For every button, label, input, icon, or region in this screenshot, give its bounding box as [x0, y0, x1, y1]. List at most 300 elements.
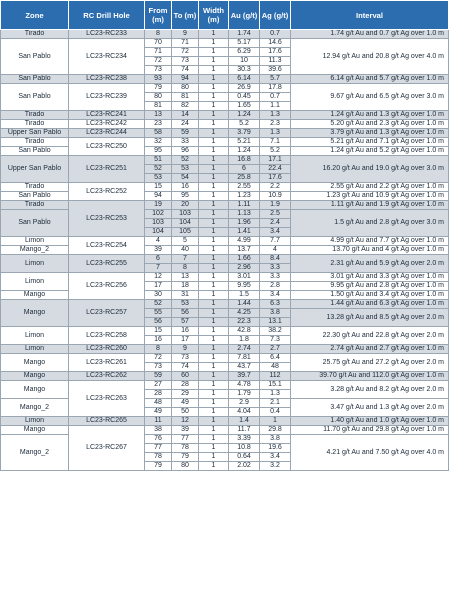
from-cell: 104	[145, 228, 172, 237]
width-cell: 1	[199, 399, 229, 408]
interval-cell: 3.47 g/t Au and 1.3 g/t Ag over 2.0 m	[291, 399, 449, 417]
table-row	[1, 129, 449, 138]
au-cell: 1.41	[229, 228, 260, 237]
from-cell: 13	[145, 111, 172, 120]
au-cell: 9.95	[229, 282, 260, 291]
to-cell: 74	[172, 363, 199, 372]
ag-cell: 2.7	[260, 345, 291, 354]
from-cell: 55	[145, 309, 172, 318]
ag-cell: 7.7	[260, 237, 291, 246]
zone-cell: Upper San Pablo	[1, 129, 69, 138]
from-cell: 23	[145, 120, 172, 129]
drill-hole-cell: LC23-RC255	[69, 255, 145, 273]
au-cell: 1.23	[229, 192, 260, 201]
zone-cell: Tirado	[1, 201, 69, 210]
interval-cell: 9.95 g/t Au and 2.8 g/t Ag over 1.0 m	[291, 282, 449, 291]
zone-cell: Limon	[1, 327, 69, 345]
au-cell: 2.9	[229, 399, 260, 408]
width-cell: 1	[199, 363, 229, 372]
au-cell: 1.4	[229, 417, 260, 426]
table-row	[1, 372, 449, 381]
au-cell: 30.3	[229, 66, 260, 75]
au-cell: 26.9	[229, 84, 260, 93]
from-cell: 16	[145, 336, 172, 345]
table-row	[1, 354, 449, 363]
ag-cell: 0.7	[260, 30, 291, 39]
zone-cell: Limon	[1, 273, 69, 291]
ag-cell: 5.7	[260, 75, 291, 84]
to-cell: 79	[172, 453, 199, 462]
col-header-from: From (m)	[145, 1, 172, 30]
ag-cell: 17.6	[260, 48, 291, 57]
width-cell: 1	[199, 237, 229, 246]
zone-cell: San Pablo	[1, 39, 69, 75]
width-cell: 1	[199, 102, 229, 111]
table-row	[1, 246, 449, 255]
zone-cell: San Pablo	[1, 147, 69, 156]
to-cell: 50	[172, 408, 199, 417]
zone-cell: Mango	[1, 372, 69, 381]
table-row	[1, 399, 449, 408]
to-cell: 12	[172, 417, 199, 426]
from-cell: 93	[145, 75, 172, 84]
to-cell: 54	[172, 174, 199, 183]
zone-cell: Upper San Pablo	[1, 156, 69, 183]
width-cell: 1	[199, 390, 229, 399]
au-cell: 0.45	[229, 93, 260, 102]
drill-hole-cell: LC23-RC241	[69, 111, 145, 120]
col-header-drill-hole: RC Drill Hole	[69, 1, 145, 30]
from-cell: 30	[145, 291, 172, 300]
from-cell: 71	[145, 48, 172, 57]
interval-cell: 1.40 g/t Au and 1.0 g/t Ag over 1.0 m	[291, 417, 449, 426]
from-cell: 6	[145, 255, 172, 264]
interval-cell: 3.01 g/t Au and 3.3 g/t Ag over 1.0 m	[291, 273, 449, 282]
from-cell: 76	[145, 435, 172, 444]
ag-cell: 7.1	[260, 138, 291, 147]
from-cell: 102	[145, 210, 172, 219]
col-header-zone: Zone	[1, 1, 69, 30]
from-cell: 70	[145, 39, 172, 48]
from-cell: 94	[145, 192, 172, 201]
to-cell: 18	[172, 282, 199, 291]
width-cell: 1	[199, 129, 229, 138]
col-header-width: Width (m)	[199, 1, 229, 30]
table-row	[1, 291, 449, 300]
to-cell: 81	[172, 93, 199, 102]
interval-cell: 5.20 g/t Au and 2.3 g/t Ag over 1.0 m	[291, 120, 449, 129]
width-cell: 1	[199, 453, 229, 462]
au-cell: 1.96	[229, 219, 260, 228]
drill-hole-cell: LC23-RC244	[69, 129, 145, 138]
interval-cell: 16.20 g/t Au and 19.0 g/t Ag over 3.0 m	[291, 156, 449, 183]
ag-cell: 2.4	[260, 219, 291, 228]
drill-hole-cell: LC23-RC263	[69, 381, 145, 417]
ag-cell: 11.3	[260, 57, 291, 66]
drill-hole-cell: LC23-RC260	[69, 345, 145, 354]
width-cell: 1	[199, 417, 229, 426]
table-row	[1, 237, 449, 246]
drill-hole-cell: LC23-RC252	[69, 183, 145, 201]
ag-cell: 3.8	[260, 435, 291, 444]
table-row	[1, 255, 449, 264]
au-cell: 43.7	[229, 363, 260, 372]
au-cell: 6.29	[229, 48, 260, 57]
width-cell: 1	[199, 192, 229, 201]
width-cell: 1	[199, 435, 229, 444]
ag-cell: 0.4	[260, 408, 291, 417]
au-cell: 39.7	[229, 372, 260, 381]
to-cell: 13	[172, 273, 199, 282]
au-cell: 6	[229, 165, 260, 174]
table-row	[1, 75, 449, 84]
interval-cell: 5.21 g/t Au and 7.1 g/t Ag over 1.0 m	[291, 138, 449, 147]
interval-cell: 3.79 g/t Au and 1.3 g/t Ag over 1.0 m	[291, 129, 449, 138]
from-cell: 78	[145, 453, 172, 462]
header-row	[1, 1, 449, 30]
ag-cell: 2.5	[260, 210, 291, 219]
au-cell: 13.7	[229, 246, 260, 255]
width-cell: 1	[199, 174, 229, 183]
interval-cell: 1.11 g/t Au and 1.9 g/t Ag over 1.0 m	[291, 201, 449, 210]
drill-hole-cell: LC23-RC250	[69, 138, 145, 156]
drill-hole-cell: LC23-RC239	[69, 84, 145, 111]
col-header-ag: Ag (g/t)	[260, 1, 291, 30]
width-cell: 1	[199, 291, 229, 300]
interval-cell: 4.99 g/t Au and 7.7 g/t Ag over 1.0 m	[291, 237, 449, 246]
from-cell: 15	[145, 327, 172, 336]
ag-cell: 38.2	[260, 327, 291, 336]
to-cell: 8	[172, 264, 199, 273]
drill-hole-cell: LC23-RC238	[69, 75, 145, 84]
zone-cell: Mango	[1, 291, 69, 300]
zone-cell: Tirado	[1, 120, 69, 129]
from-cell: 11	[145, 417, 172, 426]
to-cell: 33	[172, 138, 199, 147]
interval-cell: 39.70 g/t Au and 112.0 g/t Ag over 1.0 m	[291, 372, 449, 381]
table-row	[1, 138, 449, 147]
width-cell: 1	[199, 300, 229, 309]
to-cell: 7	[172, 255, 199, 264]
width-cell: 1	[199, 336, 229, 345]
zone-cell: Mango_2	[1, 246, 69, 255]
width-cell: 1	[199, 48, 229, 57]
au-cell: 5.2	[229, 120, 260, 129]
from-cell: 77	[145, 444, 172, 453]
ag-cell: 2.3	[260, 120, 291, 129]
to-cell: 104	[172, 219, 199, 228]
zone-cell: San Pablo	[1, 192, 69, 201]
au-cell: 1.66	[229, 255, 260, 264]
from-cell: 4	[145, 237, 172, 246]
ag-cell: 29.8	[260, 426, 291, 435]
to-cell: 53	[172, 300, 199, 309]
to-cell: 52	[172, 156, 199, 165]
au-cell: 1.65	[229, 102, 260, 111]
width-cell: 1	[199, 30, 229, 39]
au-cell: 2.02	[229, 462, 260, 471]
au-cell: 7.81	[229, 354, 260, 363]
to-cell: 94	[172, 75, 199, 84]
from-cell: 73	[145, 363, 172, 372]
zone-cell: San Pablo	[1, 84, 69, 111]
table-row	[1, 156, 449, 165]
table-row	[1, 417, 449, 426]
table-row	[1, 210, 449, 219]
to-cell: 49	[172, 399, 199, 408]
interval-cell: 12.94 g/t Au and 20.8 g/t Ag over 4.0 m	[291, 39, 449, 75]
to-cell: 82	[172, 102, 199, 111]
to-cell: 5	[172, 237, 199, 246]
ag-cell: 19.6	[260, 444, 291, 453]
width-cell: 1	[199, 318, 229, 327]
from-cell: 51	[145, 156, 172, 165]
ag-cell: 22.4	[260, 165, 291, 174]
from-cell: 73	[145, 66, 172, 75]
to-cell: 74	[172, 66, 199, 75]
from-cell: 72	[145, 57, 172, 66]
drill-hole-cell: LC23-RC265	[69, 417, 145, 426]
interval-cell: 11.70 g/t Au and 29.8 g/t Ag over 1.0 m	[291, 426, 449, 435]
ag-cell: 3.3	[260, 273, 291, 282]
ag-cell: 17.1	[260, 156, 291, 165]
ag-cell: 17.8	[260, 84, 291, 93]
to-cell: 59	[172, 129, 199, 138]
au-cell: 1.11	[229, 201, 260, 210]
to-cell: 96	[172, 147, 199, 156]
width-cell: 1	[199, 381, 229, 390]
width-cell: 1	[199, 372, 229, 381]
interval-cell: 22.30 g/t Au and 22.8 g/t Ag over 2.0 m	[291, 327, 449, 345]
drill-hole-cell: LC23-RC261	[69, 354, 145, 372]
to-cell: 40	[172, 246, 199, 255]
width-cell: 1	[199, 183, 229, 192]
col-header-au: Au (g/t)	[229, 1, 260, 30]
width-cell: 1	[199, 201, 229, 210]
table-row	[1, 273, 449, 282]
interval-cell: 2.55 g/t Au and 2.2 g/t Ag over 1.0 m	[291, 183, 449, 192]
ag-cell: 48	[260, 363, 291, 372]
from-cell: 8	[145, 30, 172, 39]
from-cell: 80	[145, 93, 172, 102]
from-cell: 81	[145, 102, 172, 111]
au-cell: 4.99	[229, 237, 260, 246]
ag-cell: 39.6	[260, 66, 291, 75]
ag-cell: 3.4	[260, 291, 291, 300]
from-cell: 58	[145, 129, 172, 138]
au-cell: 16.8	[229, 156, 260, 165]
interval-cell: 13.70 g/t Au and 4 g/t Ag over 1.0 m	[291, 246, 449, 255]
au-cell: 1.8	[229, 336, 260, 345]
to-cell: 9	[172, 345, 199, 354]
au-cell: 0.64	[229, 453, 260, 462]
table-row	[1, 300, 449, 309]
zone-cell: Tirado	[1, 30, 69, 39]
au-cell: 5.17	[229, 39, 260, 48]
table-row	[1, 183, 449, 192]
width-cell: 1	[199, 255, 229, 264]
zone-cell: Mango	[1, 354, 69, 372]
table-row	[1, 84, 449, 93]
table-row	[1, 345, 449, 354]
to-cell: 24	[172, 120, 199, 129]
width-cell: 1	[199, 462, 229, 471]
au-cell: 1.13	[229, 210, 260, 219]
table-row	[1, 327, 449, 336]
from-cell: 39	[145, 246, 172, 255]
zone-cell: Tirado	[1, 138, 69, 147]
width-cell: 1	[199, 282, 229, 291]
au-cell: 1.24	[229, 147, 260, 156]
au-cell: 25.8	[229, 174, 260, 183]
from-cell: 7	[145, 264, 172, 273]
to-cell: 72	[172, 48, 199, 57]
width-cell: 1	[199, 84, 229, 93]
from-cell: 12	[145, 273, 172, 282]
au-cell: 4.04	[229, 408, 260, 417]
zone-cell: Limon	[1, 345, 69, 354]
from-cell: 95	[145, 147, 172, 156]
to-cell: 71	[172, 39, 199, 48]
drill-hole-cell: LC23-RC258	[69, 327, 145, 345]
from-cell: 8	[145, 345, 172, 354]
to-cell: 20	[172, 201, 199, 210]
to-cell: 95	[172, 192, 199, 201]
ag-cell: 1.9	[260, 201, 291, 210]
table-row	[1, 201, 449, 210]
to-cell: 56	[172, 309, 199, 318]
width-cell: 1	[199, 156, 229, 165]
width-cell: 1	[199, 426, 229, 435]
ag-cell: 3.3	[260, 264, 291, 273]
to-cell: 105	[172, 228, 199, 237]
ag-cell: 1	[260, 417, 291, 426]
table-row	[1, 381, 449, 390]
to-cell: 9	[172, 30, 199, 39]
width-cell: 1	[199, 309, 229, 318]
drill-hole-cell: LC23-RC257	[69, 300, 145, 327]
from-cell: 49	[145, 408, 172, 417]
au-cell: 1.74	[229, 30, 260, 39]
table-row	[1, 426, 449, 435]
width-cell: 1	[199, 444, 229, 453]
table-row	[1, 192, 449, 201]
drill-hole-cell: LC23-RC251	[69, 156, 145, 183]
width-cell: 1	[199, 264, 229, 273]
au-cell: 3.79	[229, 129, 260, 138]
width-cell: 1	[199, 93, 229, 102]
au-cell: 5.21	[229, 138, 260, 147]
interval-cell: 1.24 g/t Au and 5.2 g/t Ag over 1.0 m	[291, 147, 449, 156]
drill-hole-cell: LC23-RC253	[69, 201, 145, 237]
from-cell: 52	[145, 300, 172, 309]
au-cell: 1.5	[229, 291, 260, 300]
ag-cell: 3.4	[260, 228, 291, 237]
to-cell: 16	[172, 327, 199, 336]
interval-cell: 2.74 g/t Au and 2.7 g/t Ag over 1.0 m	[291, 345, 449, 354]
width-cell: 1	[199, 75, 229, 84]
from-cell: 53	[145, 174, 172, 183]
to-cell: 80	[172, 84, 199, 93]
table-body	[1, 30, 449, 471]
au-cell: 1.79	[229, 390, 260, 399]
ag-cell: 4	[260, 246, 291, 255]
width-cell: 1	[199, 408, 229, 417]
interval-cell: 4.21 g/t Au and 7.50 g/t Ag over 4.0 m	[291, 435, 449, 471]
width-cell: 1	[199, 219, 229, 228]
to-cell: 103	[172, 210, 199, 219]
zone-cell: Mango_2	[1, 435, 69, 471]
width-cell: 1	[199, 165, 229, 174]
table-row	[1, 111, 449, 120]
ag-cell: 14.6	[260, 39, 291, 48]
zone-cell: Mango	[1, 381, 69, 399]
interval-cell: 1.74 g/t Au and 0.7 g/t Ag over 1.0 m	[291, 30, 449, 39]
width-cell: 1	[199, 111, 229, 120]
width-cell: 1	[199, 138, 229, 147]
au-cell: 1.44	[229, 300, 260, 309]
to-cell: 39	[172, 426, 199, 435]
table-row	[1, 30, 449, 39]
interval-cell: 3.28 g/t Au and 8.2 g/t Ag over 2.0 m	[291, 381, 449, 399]
to-cell: 78	[172, 444, 199, 453]
drill-hole-cell: LC23-RC267	[69, 426, 145, 471]
drill-hole-cell: LC23-RC256	[69, 273, 145, 300]
to-cell: 80	[172, 462, 199, 471]
table-row	[1, 147, 449, 156]
from-cell: 32	[145, 138, 172, 147]
zone-cell: Mango_2	[1, 399, 69, 417]
zone-cell: San Pablo	[1, 210, 69, 237]
from-cell: 17	[145, 282, 172, 291]
width-cell: 1	[199, 354, 229, 363]
au-cell: 4.25	[229, 309, 260, 318]
width-cell: 1	[199, 345, 229, 354]
au-cell: 22.3	[229, 318, 260, 327]
interval-cell: 9.67 g/t Au and 6.5 g/t Ag over 3.0 m	[291, 84, 449, 111]
au-cell: 10	[229, 57, 260, 66]
drill-hole-cell: LC23-RC234	[69, 39, 145, 75]
col-header-interval: Interval	[291, 1, 449, 30]
drill-hole-cell: LC23-RC233	[69, 30, 145, 39]
ag-cell: 2.8	[260, 282, 291, 291]
au-cell: 2.74	[229, 345, 260, 354]
zone-cell: Mango	[1, 426, 69, 435]
ag-cell: 5.2	[260, 147, 291, 156]
width-cell: 1	[199, 39, 229, 48]
drill-hole-cell: LC23-RC262	[69, 372, 145, 381]
width-cell: 1	[199, 327, 229, 336]
ag-cell: 0.7	[260, 93, 291, 102]
zone-cell: Limon	[1, 255, 69, 273]
ag-cell: 2.2	[260, 183, 291, 192]
au-cell: 2.55	[229, 183, 260, 192]
ag-cell: 1.3	[260, 129, 291, 138]
to-cell: 53	[172, 165, 199, 174]
from-cell: 59	[145, 372, 172, 381]
to-cell: 16	[172, 183, 199, 192]
from-cell: 19	[145, 201, 172, 210]
ag-cell: 3.4	[260, 453, 291, 462]
to-cell: 29	[172, 390, 199, 399]
interval-cell: 1.23 g/t Au and 10.9 g/t Ag over 1.0 m	[291, 192, 449, 201]
from-cell: 79	[145, 84, 172, 93]
width-cell: 1	[199, 66, 229, 75]
ag-cell: 7.3	[260, 336, 291, 345]
drill-hole-cell: LC23-RC254	[69, 237, 145, 255]
au-cell: 11.7	[229, 426, 260, 435]
from-cell: 38	[145, 426, 172, 435]
